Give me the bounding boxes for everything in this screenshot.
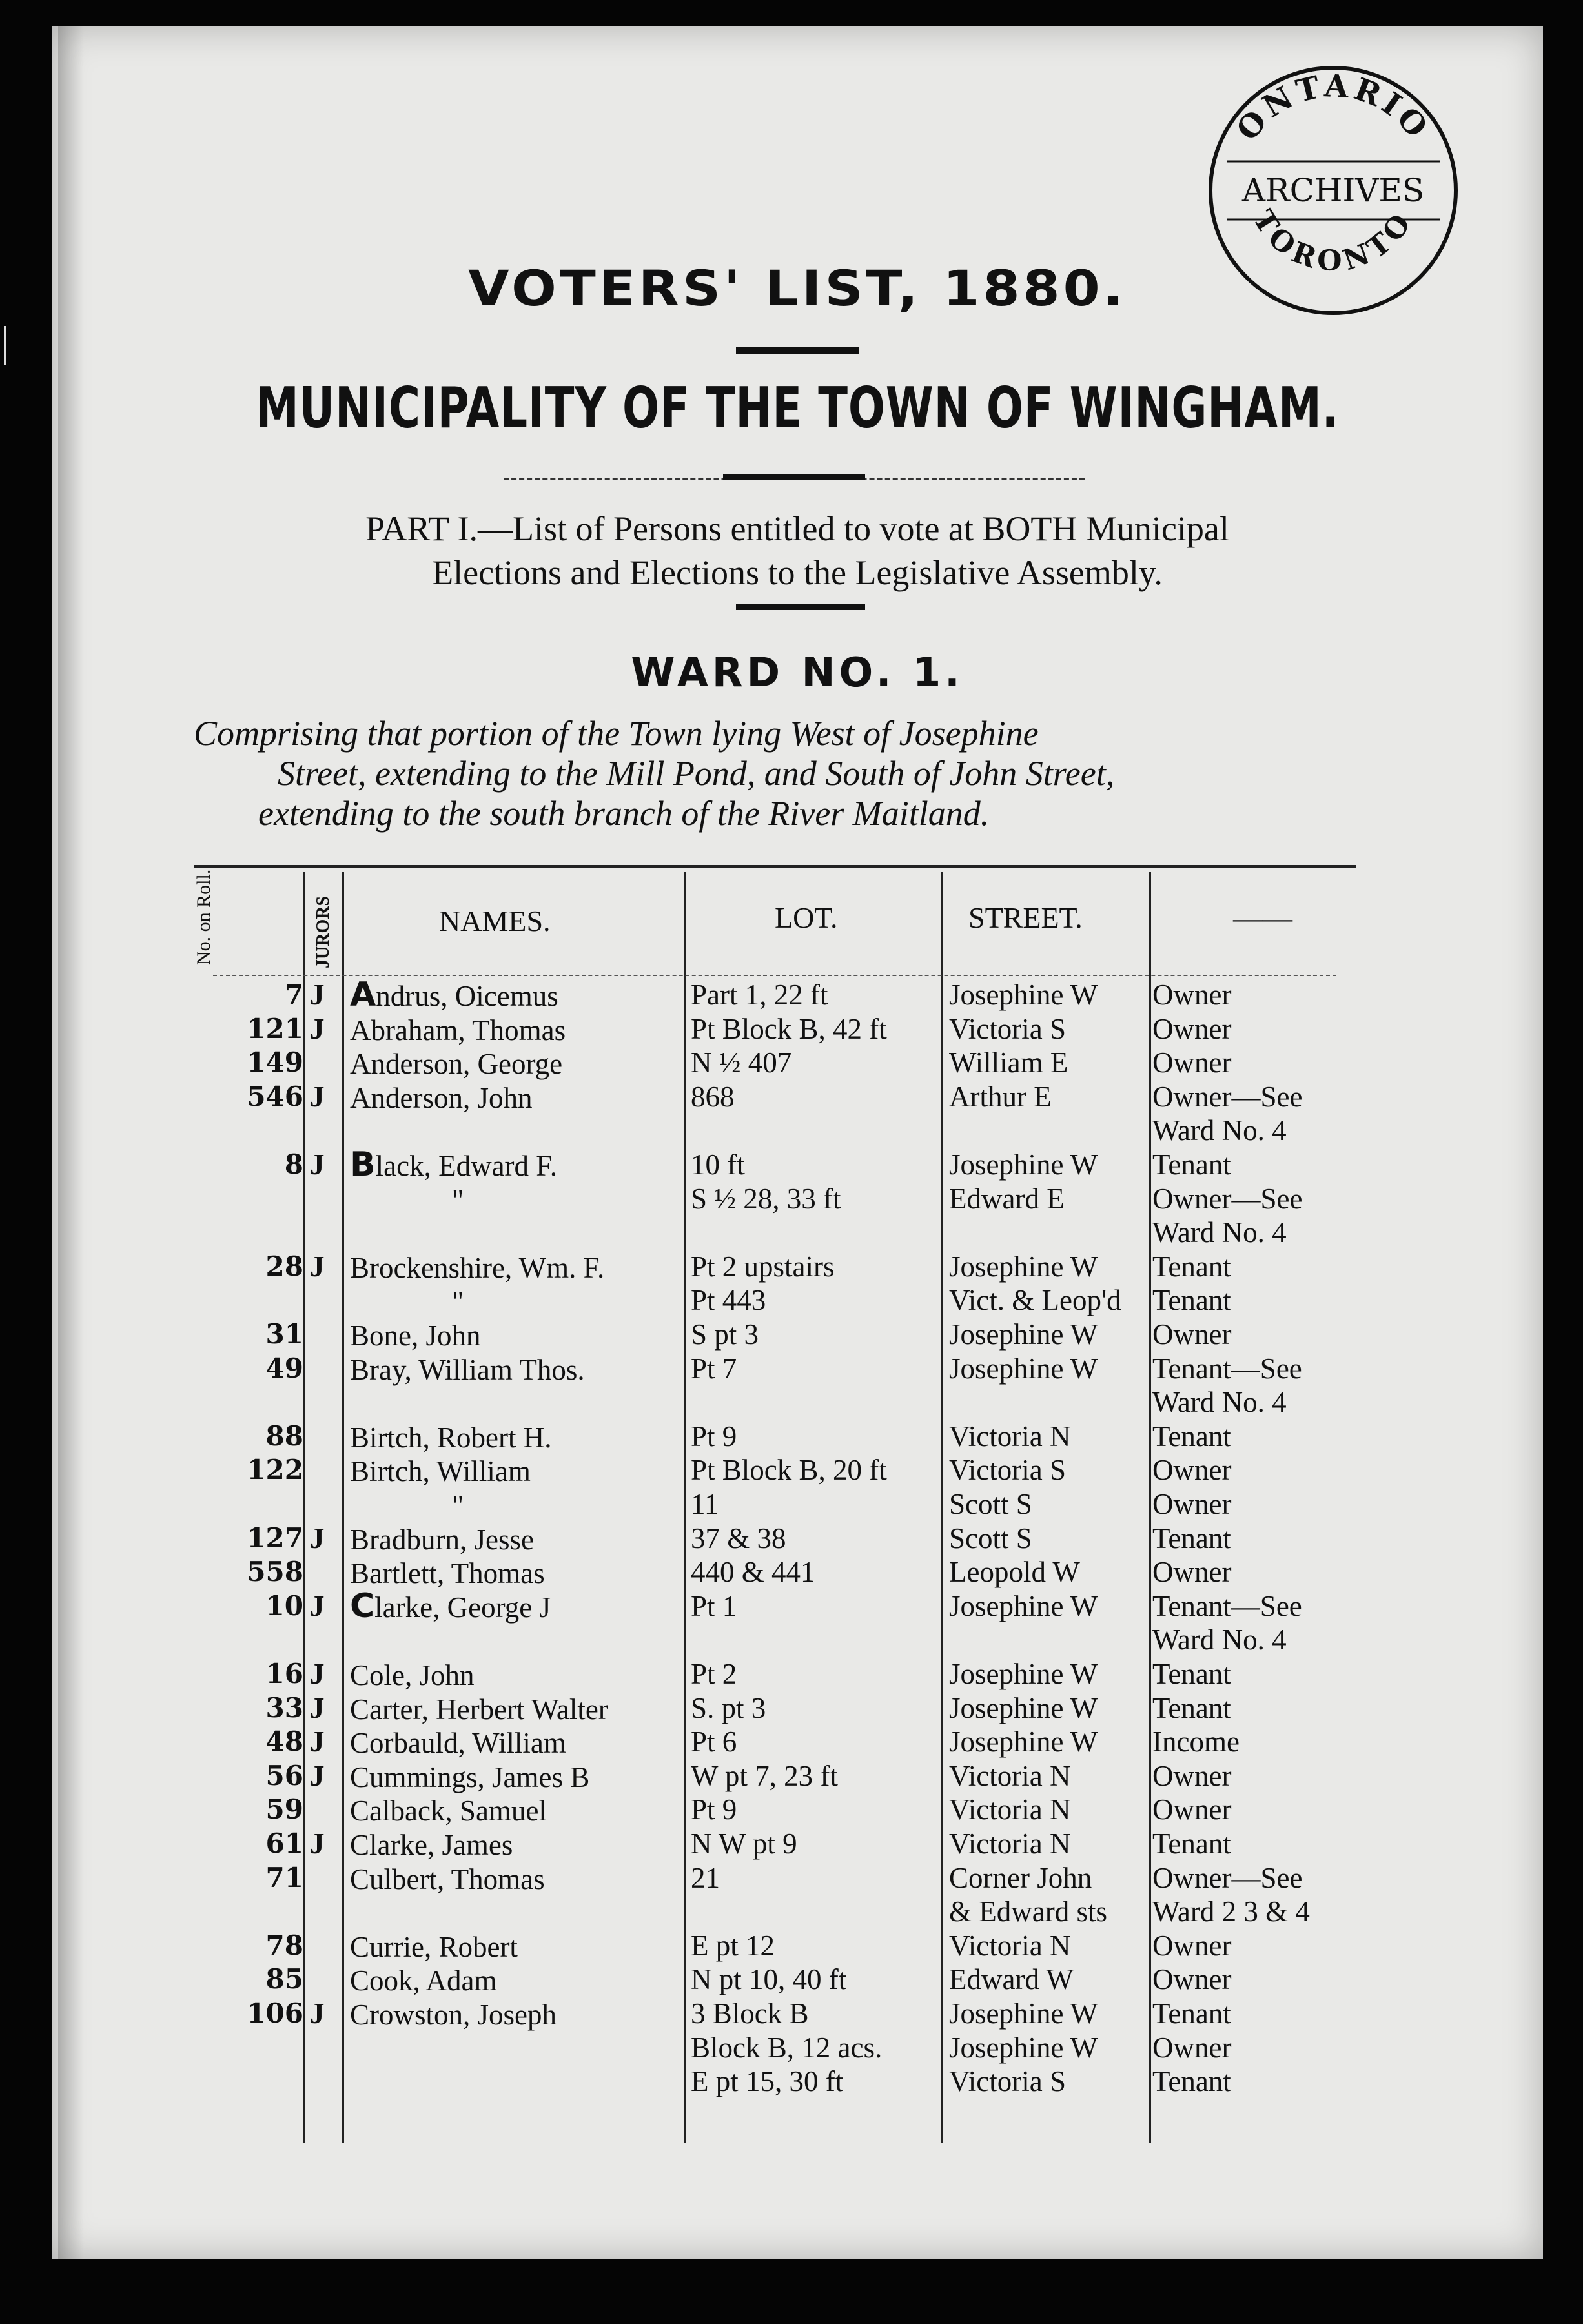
table-row [52, 1420, 1543, 1453]
name-cell [350, 1080, 532, 1115]
juror-mark: J [310, 1726, 325, 1758]
voter-name: Bray, William Thos. [350, 1353, 585, 1386]
voter-name: ndrus, Oicemus [376, 980, 558, 1012]
street-cell: William E [949, 1046, 1068, 1079]
table-top-rule [194, 865, 1356, 868]
lot-cell: S pt 3 [691, 1318, 759, 1351]
roll-number: 122 [247, 1454, 303, 1486]
juror-mark: J [310, 1759, 325, 1792]
lot-cell: E pt 12 [691, 1929, 775, 1962]
voter-name: " [452, 1489, 464, 1522]
ward-description-line-1: Comprising that portion of the Town lying West of Josephine [194, 714, 1039, 753]
street-cell: Edward W [949, 1963, 1074, 1996]
street-cell: Leopold W [949, 1556, 1080, 1589]
table-row [52, 1145, 1543, 1184]
lot-cell: 37 & 38 [691, 1522, 786, 1554]
roll-number: 31 [265, 1318, 303, 1350]
status-cell: Ward No. 4 [1152, 1624, 1287, 1656]
status-cell: Owner [1152, 1046, 1232, 1079]
stamp-middle-text: ARCHIVES [1241, 172, 1425, 209]
status-cell: Owner [1152, 1318, 1232, 1351]
alphabet-initial: B [350, 1145, 376, 1184]
voter-name: Corbauld, William [350, 1727, 566, 1760]
street-cell: Edward E [949, 1182, 1065, 1215]
table-row [52, 1962, 1543, 1996]
table-row [52, 1250, 1543, 1283]
street-cell: Josephine W [949, 1148, 1098, 1181]
name-cell [350, 1997, 557, 2032]
street-cell: Josephine W [949, 1589, 1098, 1622]
voter-name: Cole, John [350, 1659, 475, 1691]
ward-description-line-3: extending to the south branch of the River Maitland. [258, 794, 990, 833]
juror-mark: J [310, 1828, 325, 1860]
lot-cell: Pt 2 upstairs [691, 1250, 835, 1283]
street-cell: Victoria N [949, 1929, 1071, 1962]
voter-name: Bradburn, Jesse [350, 1523, 534, 1556]
street-cell: Victoria S [949, 1012, 1067, 1045]
status-cell: Tenant [1152, 2065, 1231, 2098]
lot-cell: S. pt 3 [691, 1691, 766, 1724]
name-cell [350, 1586, 551, 1626]
roll-number: 61 [265, 1828, 303, 1859]
juror-mark: J [310, 979, 325, 1011]
street-cell: Victoria N [949, 1759, 1071, 1792]
status-cell: Owner [1152, 979, 1232, 1011]
roll-number: 106 [247, 1997, 303, 2029]
street-cell: Josephine W [949, 1726, 1098, 1758]
voter-name: Crowston, Joseph [350, 1999, 557, 2031]
part-line-1: PART I.—List of Persons entitled to vote at BOTH Municipal [365, 509, 1229, 548]
roll-number: 85 [265, 1963, 303, 1995]
lot-cell: Part 1, 22 ft [691, 979, 828, 1011]
roll-number: 33 [265, 1691, 303, 1724]
street-cell: Victoria N [949, 1420, 1071, 1452]
roll-number: 149 [247, 1046, 303, 1079]
voter-name: Currie, Robert [350, 1930, 518, 1963]
voter-name: Cummings, James B [350, 1760, 590, 1793]
street-cell: Victoria N [949, 1828, 1071, 1860]
header-names: NAMES. [439, 904, 551, 937]
name-cell [350, 1962, 497, 1997]
name-cell [350, 1453, 531, 1488]
roll-number: 78 [265, 1929, 303, 1961]
lot-cell: Pt 2 [691, 1658, 737, 1690]
table-row [52, 1114, 1543, 1147]
name-cell [452, 1487, 464, 1522]
roll-number: 71 [265, 1861, 303, 1893]
title-rule [736, 347, 859, 354]
juror-mark: J [310, 1658, 325, 1690]
roll-number: 546 [247, 1080, 303, 1112]
roll-number: 558 [247, 1556, 303, 1588]
name-cell [350, 1725, 566, 1760]
status-cell: Tenant [1152, 1284, 1231, 1317]
status-cell: Ward 2 3 & 4 [1152, 1895, 1310, 1928]
street-cell: Josephine W [949, 1658, 1098, 1690]
status-cell: Owner [1152, 1488, 1232, 1520]
status-cell: Owner [1152, 1929, 1232, 1962]
table-row [52, 1861, 1543, 1895]
status-cell: Owner—See [1152, 1182, 1303, 1215]
lot-cell: 440 & 441 [691, 1556, 815, 1589]
lot-cell: E pt 15, 30 ft [691, 2065, 844, 2098]
lot-cell: 21 [691, 1861, 720, 1894]
status-cell: Ward No. 4 [1152, 1216, 1287, 1249]
status-cell: Tenant [1152, 1522, 1231, 1554]
street-cell: & Edward sts [949, 1895, 1107, 1928]
roll-number: 56 [265, 1759, 303, 1791]
name-cell [350, 1145, 557, 1184]
header-jurors: JURORS [313, 895, 333, 968]
lot-cell: Pt 1 [691, 1589, 737, 1622]
voter-name: lack, Edward F. [375, 1150, 557, 1182]
status-cell: Owner [1152, 2031, 1232, 2064]
status-cell: Owner—See [1152, 1080, 1303, 1113]
stamp-bottom-text: TORONTO [1246, 204, 1420, 278]
lot-cell: Pt Block B, 42 ft [691, 1012, 887, 1045]
voter-name: Birtch, Robert H. [350, 1421, 552, 1454]
table-row [52, 1691, 1543, 1725]
name-cell [350, 1827, 513, 1862]
roll-number: 88 [265, 1420, 303, 1452]
municipality-heading: MUNICIPALITY OF THE TOWN OF WINGHAM. [256, 376, 1339, 442]
table-row [52, 1555, 1543, 1589]
table-row [52, 2031, 1543, 2064]
table-row [52, 1487, 1543, 1521]
street-cell: Josephine W [949, 2031, 1098, 2064]
voter-name: Birtch, William [350, 1455, 531, 1488]
alphabet-initial: A [350, 975, 376, 1014]
table-row [52, 1283, 1543, 1317]
name-cell [350, 1352, 585, 1387]
status-cell: Tenant—See [1152, 1589, 1302, 1622]
voter-name: Bartlett, Thomas [350, 1557, 545, 1590]
lot-cell: Pt 6 [691, 1726, 737, 1758]
table-row [52, 1216, 1543, 1249]
street-cell: Vict. & Leop'd [949, 1284, 1121, 1317]
street-cell: Josephine W [949, 1318, 1098, 1351]
voter-name: " [452, 1183, 464, 1216]
table-row [52, 1827, 1543, 1860]
juror-mark: J [310, 1080, 325, 1113]
lot-cell: Block B, 12 acs. [691, 2031, 883, 2064]
margin-mark [4, 326, 6, 365]
street-cell: Victoria S [949, 2065, 1067, 2098]
name-cell [350, 1012, 566, 1047]
ward-description [194, 713, 1420, 833]
voter-name: Calback, Samuel [350, 1795, 547, 1828]
table-row [52, 1352, 1543, 1385]
roll-number: 127 [247, 1522, 303, 1554]
lot-cell: 868 [691, 1080, 735, 1113]
status-cell: Owner [1152, 1963, 1232, 1996]
status-cell: Tenant [1152, 1250, 1231, 1283]
juror-mark: J [310, 1148, 325, 1181]
voter-name: Anderson, John [350, 1081, 533, 1114]
table-row [52, 1453, 1543, 1487]
voter-name: " [452, 1285, 464, 1318]
status-cell: Owner—See [1152, 1861, 1303, 1894]
section-rule [723, 474, 865, 480]
alphabet-initial: C [350, 1586, 375, 1626]
part-rule [736, 604, 865, 610]
lot-cell: Pt 7 [691, 1352, 737, 1385]
street-cell: Josephine W [949, 979, 1098, 1011]
status-cell: Tenant [1152, 1420, 1231, 1452]
status-cell: Owner [1152, 1793, 1232, 1826]
table-row [52, 2064, 1543, 2098]
document-page [52, 26, 1543, 2259]
name-cell [350, 1929, 518, 1964]
lot-cell: N ½ 407 [691, 1046, 792, 1079]
table-row [52, 975, 1543, 1014]
street-cell: Corner John [949, 1861, 1092, 1894]
status-cell: Income [1152, 1726, 1240, 1758]
table-row [52, 1522, 1543, 1555]
table-row [52, 1793, 1543, 1826]
table-row [52, 1997, 1543, 2030]
street-cell: Josephine W [949, 1691, 1098, 1724]
table-row [52, 1182, 1543, 1216]
header-lot: LOT. [775, 901, 838, 934]
street-cell: Victoria N [949, 1793, 1071, 1826]
street-cell: Josephine W [949, 1997, 1098, 2030]
table-row [52, 1929, 1543, 1962]
ward-heading: WARD NO. 1. [631, 649, 964, 696]
status-cell: Ward No. 4 [1152, 1386, 1287, 1419]
lot-cell: N pt 10, 40 ft [691, 1963, 847, 1996]
voter-name: Brockenshire, Wm. F. [350, 1251, 605, 1284]
lot-cell: 11 [691, 1488, 719, 1520]
table-row [52, 1318, 1543, 1351]
status-cell: Owner [1152, 1454, 1232, 1487]
header-street: STREET. [968, 901, 1083, 934]
name-cell [452, 1182, 464, 1217]
status-cell: Tenant [1152, 1997, 1231, 2030]
roll-number: 59 [265, 1793, 303, 1826]
part-line-2: Elections and Elections to the Legislative Assembly. [432, 553, 1163, 592]
name-cell [452, 1283, 464, 1318]
table-row [52, 1080, 1543, 1114]
street-cell: Josephine W [949, 1250, 1098, 1283]
street-cell: Scott S [949, 1522, 1032, 1554]
ward-description-line-2: Street, extending to the Mill Pond, and South of John Street, [278, 754, 1115, 793]
name-cell [350, 975, 558, 1014]
status-cell: Owner [1152, 1556, 1232, 1589]
header-divider [213, 975, 1336, 976]
roll-number: 7 [284, 979, 303, 1010]
status-cell: Tenant—See [1152, 1352, 1302, 1385]
voter-name: Cook, Adam [350, 1964, 497, 1997]
roll-number: 28 [265, 1250, 303, 1282]
status-cell: Owner [1152, 1012, 1232, 1045]
table-row [52, 1657, 1543, 1691]
lot-cell: S ½ 28, 33 ft [691, 1182, 841, 1215]
roll-number: 16 [265, 1658, 303, 1689]
part-description [52, 507, 1543, 595]
voter-name: Anderson, George [350, 1048, 563, 1081]
voter-name: larke, George J [374, 1591, 551, 1624]
status-cell: Tenant [1152, 1148, 1231, 1181]
name-cell [350, 1420, 551, 1454]
street-cell: Josephine W [949, 1352, 1098, 1385]
name-cell [350, 1522, 534, 1556]
name-cell [350, 1861, 545, 1896]
street-cell: Arthur E [949, 1080, 1052, 1113]
roll-number: 10 [265, 1589, 303, 1622]
name-cell [350, 1318, 481, 1352]
lot-cell: Pt 9 [691, 1793, 737, 1826]
header-status: —— [1233, 901, 1292, 934]
voter-name: Abraham, Thomas [350, 1014, 566, 1046]
roll-number: 121 [247, 1012, 303, 1045]
voter-name: Carter, Herbert Walter [350, 1693, 608, 1726]
table-row [52, 1759, 1543, 1793]
juror-mark: J [310, 1012, 325, 1045]
lot-cell: 3 Block B [691, 1997, 809, 2030]
roll-number: 49 [265, 1352, 303, 1384]
lot-cell: N W pt 9 [691, 1828, 797, 1860]
lot-cell: 10 ft [691, 1148, 745, 1181]
lot-cell: Pt Block B, 20 ft [691, 1454, 887, 1487]
voter-name: Bone, John [350, 1320, 481, 1352]
juror-mark: J [310, 1691, 325, 1724]
table-row [52, 1623, 1543, 1656]
status-cell: Ward No. 4 [1152, 1114, 1287, 1147]
street-cell: Victoria S [949, 1454, 1067, 1487]
table-row [52, 1012, 1543, 1046]
juror-mark: J [310, 1250, 325, 1283]
stamp-top-text: ONTARIO [1229, 68, 1437, 148]
lot-cell: Pt 443 [691, 1284, 766, 1317]
name-cell [350, 1793, 547, 1828]
status-cell: Tenant [1152, 1828, 1231, 1860]
table-row [52, 1895, 1543, 1928]
street-cell: Scott S [949, 1488, 1032, 1520]
voter-name: Clarke, James [350, 1829, 513, 1861]
table-row [52, 1586, 1543, 1626]
table-row [52, 1385, 1543, 1419]
juror-mark: J [310, 1997, 325, 2030]
table-row [52, 1725, 1543, 1758]
juror-mark: J [310, 1522, 325, 1554]
juror-mark: J [310, 1589, 325, 1622]
roll-number: 48 [265, 1726, 303, 1758]
name-cell [350, 1250, 604, 1285]
lot-cell: W pt 7, 23 ft [691, 1759, 838, 1792]
status-cell: Tenant [1152, 1691, 1231, 1724]
roll-number: 8 [284, 1148, 303, 1180]
page-title: VOTERS' LIST, 1880. [468, 260, 1127, 318]
lot-cell: Pt 9 [691, 1420, 737, 1452]
status-cell: Owner [1152, 1759, 1232, 1792]
name-cell [350, 1691, 608, 1726]
name-cell [350, 1657, 475, 1692]
svg-text:ONTARIO [1229, 68, 1436, 147]
status-cell: Tenant [1152, 1658, 1231, 1690]
name-cell [350, 1555, 545, 1590]
voter-name: Culbert, Thomas [350, 1862, 545, 1895]
header-roll: No. on Roll. [193, 869, 214, 965]
table-row [52, 1046, 1543, 1079]
name-cell [350, 1759, 589, 1794]
name-cell [350, 1046, 562, 1081]
